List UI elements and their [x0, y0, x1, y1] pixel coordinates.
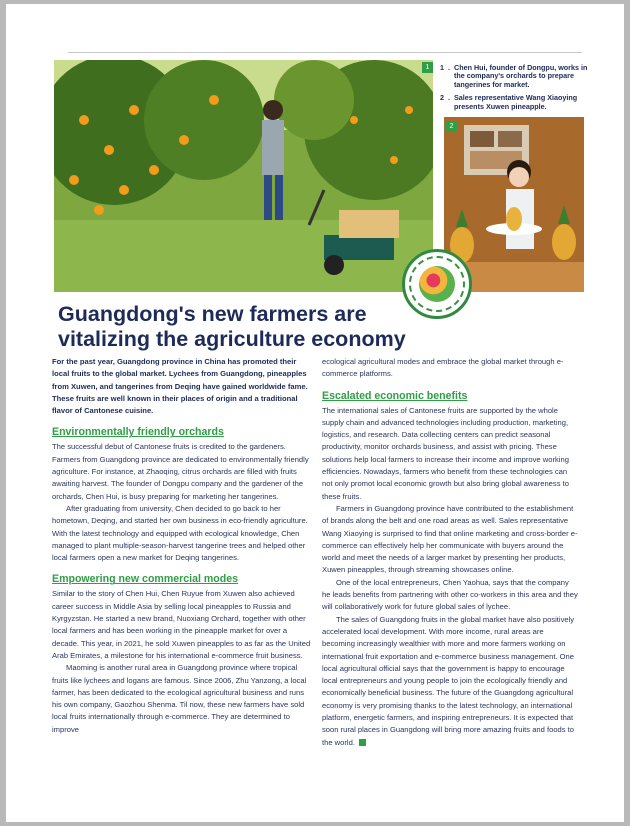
end-mark-icon [359, 739, 366, 746]
section-heading-benefits: Escalated economic benefits [322, 389, 468, 402]
lead-paragraph: For the past year, Guangdong province in China has promoted their local fruits to the global market. Lychees from Guangdong, pineapples from Xuwen, and tangerines from Deqing have gained worldwide fame. These fruits are well known in their places of origin and a traditional flavor of Cantonese cuisine. [52, 357, 308, 416]
section-heading-commercial: Empowering new commercial modes [52, 573, 239, 586]
caption-2: 2 . Sales representative Wang Xiaoying presents Xuwen pineapple. [440, 94, 600, 111]
commercial-continuation: ecological agricultural modes and embrace the global market through e-commerce platforms. [322, 357, 564, 379]
column-left [52, 356, 314, 736]
photo-captions [440, 64, 600, 116]
benefits-paragraph-4-text: The sales of Guangdong fruits in the global market have also positively accelerated local development. With more income, rural areas are becoming increasingly wealthier with more and more farmers working on international fruit exportation and e-commerce business management. One local agricultural official says that the government is happy to encourage local entrepreneurs and young people to join the ecologically friendly and economically beneficial business. The future of the Guangdong agricultural economy is very promising thanks to the latest technology, an international platform, energetic farmers, and inspiring entrepreneurs. It is expected that soon rural places in Guangdong will bring more amazing fruits and foods to the world. [322, 614, 575, 747]
top-rule [68, 52, 582, 53]
commercial-paragraph-1: Similar to the story of Chen Hui, Chen Ruyue from Xuwen also achieved career success in Middle Asia by selling local pineapples to Russia and Kyrgyzstan. He started a new brand, Nuoxiang Orchard, together with other local farmers and has been working in the pineapple market for over a decade. This year, in 2021, he sold Xuwen pineapples to as far as the United Arab Emirates, a milestone for his international e-commerce fruit business. [52, 589, 311, 660]
orchards-paragraph-2: After graduating from university, Chen decided to go back to her hometown, Deqing, and started her own business in eco-friendly agriculture. With the latest technology and equipped with ecological knowledge, Chen managed to plant multiple-season-harvest tangerine trees and helped other local farmers open a new market for Deqing tangerines. [52, 503, 308, 563]
benefits-paragraph-1: The international sales of Cantonese fruits are supported by the whole supply chain and advanced technologies including production, marketing, logistics, and research. Data collecting centers can predict seasonal productivity, monitor orchards business, and assist with pricing. These solutions help local farmers to increase their income and improve working efficiencies. Nowadays, farmers who benefit from these technologies can not only promot local economic growth but also bring global awareness to these fruits. [322, 405, 569, 501]
caption-2-number: 2 [440, 93, 444, 103]
photo-1-number: 1 [422, 62, 433, 73]
orchards-paragraph-1: The successful debut of Cantonese fruits is credited to the gardeners. Farmers from Guangdong province are dedicated to environmentally friendly agriculture. For instance, at Zhaoqing, citrus orchards are filled with fruits awaiting harvest. The founder of Dongpu company and the gardener of the orchards, Chen Hui, is busy preparing for marketing her tangerines. [52, 442, 309, 501]
magazine-page [6, 4, 624, 822]
section-heading-orchards: Environmentally friendly orchards [52, 426, 224, 439]
caption-1-number: 1 [440, 63, 444, 72]
caption-1: 1 . Chen Hui, founder of Dongpu, works in the company's orchards to prepare tangerines for market. [440, 64, 600, 89]
orchard-photo [54, 60, 433, 292]
headline: Guangdong's new farmers are vitalizing the agriculture economy [58, 302, 406, 351]
benefits-paragraph-4 [322, 614, 578, 749]
photo-2-number: 2 [446, 121, 457, 132]
caption-2-text: Sales representative Wang Xiaoying presents Xuwen pineapple. [454, 93, 578, 111]
column-right [322, 356, 578, 749]
fruit-emblem-icon [419, 266, 455, 302]
commercial-paragraph-2: Maoming is another rural area in Guangdong province where tropical fruits like lychees and logans are famous. Since 2006, Zhu Yanzong, a local farmer, has been dedicated to the ecological agricultural business and runs his own company, Gaozhou Shenma. Til now, these new farmers have sold local fruits internationally through e-commerce. They are determined to improve [52, 663, 307, 734]
benefits-paragraph-3: One of the local entrepreneurs, Chen Yaohua, says that the company he leads benefits from partnering with other co-workers in this area and they will collaboratively work for future global sales of lychee. [322, 577, 578, 612]
orchard-illustration [54, 60, 433, 292]
caption-1-text: Chen Hui, founder of Dongpu, works in the company's orchards to prepare tangerines for market. [454, 63, 588, 89]
benefits-paragraph-2: Farmers in Guangdong province have contributed to the establishment of brands along the belt and one road areas as well. Sales representative Wang Xiaoying is surprised to find that online marketing and cross-border e-commerce can effectively help her communicate with buyers around the world and meet the needs of a larger market by presenting her products, Xuwen pineapples, through streaming showcases online. [322, 503, 578, 575]
